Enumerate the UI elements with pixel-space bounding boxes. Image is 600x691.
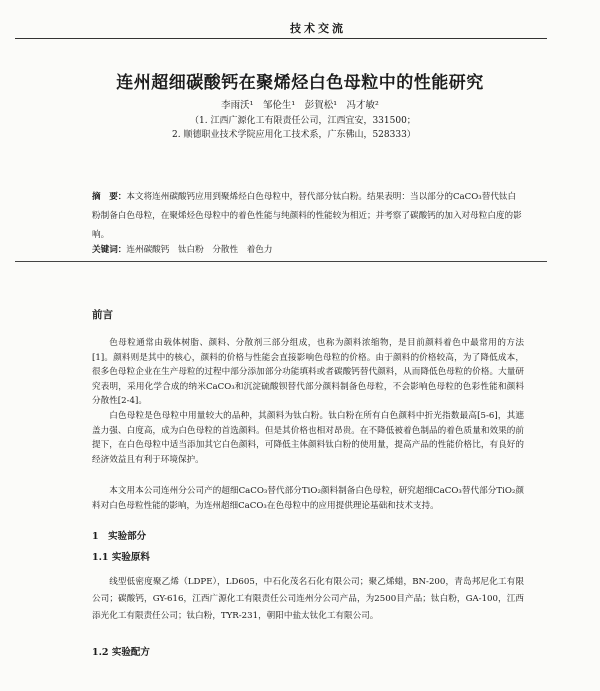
preface-paragraph: 本文用本公司连州分公司产的超细CaCO₃替代部分TiO₂颜料制备白色母粒，研究超细CaCO₃替代部分TiO₂颜料对白色母粒性能的影响，为连州超细CaCO₃在色母粒中的应用提供理论基础和技术支持。 [92, 486, 524, 511]
subsection-heading-formula: 1.2 实验配方 [92, 647, 150, 658]
affiliation-2: 2. 顺德职业技术学院应用化工技术系，广东佛山，528333） [172, 130, 416, 140]
abstract-label: 摘 要： [92, 192, 127, 202]
header-rule [15, 38, 547, 39]
preface-paragraph: 色母粒通常由载体树脂、颜料、分散剂三部分组成，也称为颜料浓缩物，是目前颜料着色中最常用的方法[1]。颜料则是其中的核心，颜料的价格与性能会直接影响色母粒的价格。由于颜料的价格较高，为了降低成本，很多色母粒企业在生产母粒的过程中部分添加部分功能填料或者碳酸钙替代颜料，从而降低色母粒的价格。大量研究表明，采用化学合成的纳米CaCO₃和沉淀硫酸钡替代部分颜料制备色母粒，不会影响色母粒的色彩性能和颜料分散性[2-4]。 [92, 338, 524, 407]
abstract [92, 188, 522, 245]
subsection-heading-materials: 1.1 实验原料 [92, 552, 150, 563]
preface-heading: 前言 [92, 309, 113, 321]
keywords [92, 243, 532, 255]
keywords-label: 关键词： [92, 245, 127, 255]
paper-title: 连州超细碳酸钙在聚烯烃白色母粒中的性能研究 [116, 73, 484, 93]
running-header: 技术交流 [290, 22, 346, 35]
section-divider [15, 261, 547, 262]
affiliation-1: （1. 江西广源化工有限责任公司，江西宜安，331500； [190, 116, 416, 126]
author-list: 李雨沃¹ 邹伦生¹ 彭賀松¹ 冯才敏² [221, 100, 379, 111]
section-heading-experimental: 1 实验部分 [92, 531, 147, 542]
preface-paragraph: 白色母粒是色母粒中用量较大的品种，其颜料为钛白粉。钛白粉在所有白色颜料中折光指数最高[5-6]，其遮盖力强、白度高，成为白色母粒的首选颜料。但是其价格也相对昂贵。在不降低被着色制品的着色质量和效果的前提下，在白色母粒中适当添加其它白色颜料，可降低主体颜料钛白粉的使用量，提高产品的性能价格比，有良好的经济效益且有利于环境保护。 [92, 411, 524, 465]
keywords-text: 连州碳酸钙 钛白粉 分散性 着色力 [126, 245, 273, 255]
abstract-text: 本文将连州碳酸钙应用到聚烯烃白色母粒中，替代部分钛白粉。结果表明：当以部分的CaCO₃替代钛白粉制备白色母粒，在聚烯烃色母粒中的着色性能与纯颜料的性能较为相近；并考察了碳酸钙的加入对母粒白度的影响。 [92, 192, 522, 240]
materials-paragraph: 线型低密度聚乙烯（LDPE），LD605，中石化茂名石化有限公司；聚乙烯蜡，BN-200，青岛邦尼化工有限公司；碳酸钙，GY-616，江西广源化工有限责任公司连州分公司产品，为2500目产品；钛白粉，GA-100，江西添光化工有限责任公司；钛白粉，TYR-231，朝阳中盐太钛化工有限公司。 [92, 577, 524, 621]
